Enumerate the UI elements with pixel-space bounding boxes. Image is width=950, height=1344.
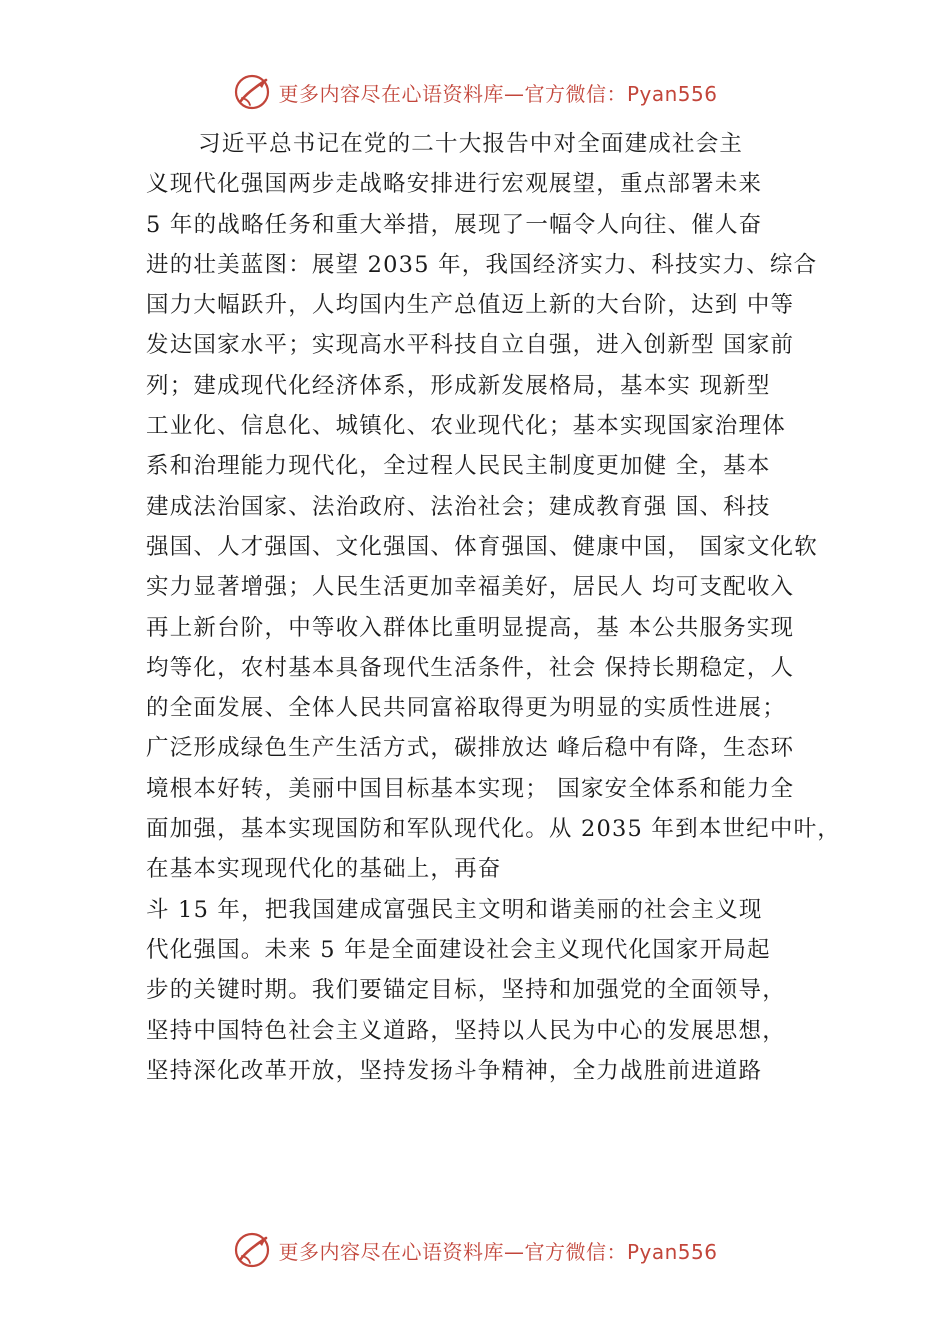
header-banner-text: 更多内容尽在心语资料库—官方微信：Pyan556 <box>278 81 718 106</box>
paragraph-line: 步的关键时期。我们要锚定目标，坚持和加强党的全面领导， <box>146 977 786 1004</box>
paragraph-line: 再上新台阶，中等收入群体比重明显提高，基 本公共服务实现 <box>146 614 795 641</box>
paragraph-line: 坚持深化改革开放，坚持发扬斗争精神，全力战胜前进道路 <box>146 1057 763 1084</box>
paragraph-line: 代化强国。未来 5 年是全面建设社会主义现代化国家开局起 <box>146 936 771 963</box>
paragraph-line: 义现代化强国两步走战略安排进行宏观展望，重点部署未来 <box>146 171 763 198</box>
fountain-pen-logo-icon <box>232 1230 272 1270</box>
paragraph-line: 在基本实现现代化的基础上，再奋 <box>146 856 502 883</box>
paragraph-line: 境根本好转，美丽中国目标基本实现； 国家安全体系和能力全 <box>146 775 795 802</box>
footer-banner-text: 更多内容尽在心语资料库—官方微信：Pyan556 <box>278 1239 718 1264</box>
paragraph-line: 5 年的战略任务和重大举措，展现了一幅令人向往、催人奋 <box>146 211 763 238</box>
fountain-pen-logo-icon <box>232 72 272 112</box>
paragraph-line: 均等化，农村基本具备现代生活条件，社会 保持长期稳定，人 <box>146 654 795 681</box>
paragraph-line: 习近平总书记在党的二十大报告中对全面建成社会主 <box>198 131 744 157</box>
paragraph-line: 强国、人才强国、文化强国、体育强国、健康中国， 国家文化软 <box>146 533 818 560</box>
paragraph-line: 建成法治国家、法治政府、法治社会；建成教育强 国、科技 <box>146 493 771 520</box>
paragraph-line: 的全面发展、全体人民共同富裕取得更为明显的实质性进展； <box>146 695 786 722</box>
footer-banner <box>0 1228 950 1272</box>
paragraph-line: 实力显著增强；人民生活更加幸福美好，居民人 均可支配收入 <box>146 574 795 601</box>
paragraph-line: 坚持中国特色社会主义道路，坚持以人民为中心的发展思想， <box>146 1017 786 1044</box>
header-banner <box>0 70 950 114</box>
paragraph-line: 斗 15 年，把我国建成富强民主文明和谐美丽的社会主义现 <box>146 896 763 923</box>
paragraph-line: 面加强，基本实现国防和军队现代化。从 2035 年到本世纪中叶， <box>146 816 841 843</box>
paragraph-line: 进的壮美蓝图：展望 2035 年，我国经济实力、科技实力、综合 <box>146 251 818 278</box>
paragraph-line: 广泛形成绿色生产生活方式，碳排放达 峰后稳中有降，生态环 <box>146 735 795 762</box>
paragraph-line: 国力大幅跃升，人均国内生产总值迈上新的大台阶，达到 中等 <box>146 292 795 319</box>
paragraph-line: 发达国家水平；实现高水平科技自立自强，进入创新型 国家前 <box>146 332 795 359</box>
body-paragraph <box>146 124 841 1091</box>
paragraph-line: 列；建成现代化经济体系，形成新发展格局，基本实 现新型 <box>146 372 771 399</box>
paragraph-line: 系和治理能力现代化，全过程人民民主制度更加健 全，基本 <box>146 453 771 480</box>
paragraph-line: 工业化、信息化、城镇化、农业现代化；基本实现国家治理体 <box>146 413 786 440</box>
